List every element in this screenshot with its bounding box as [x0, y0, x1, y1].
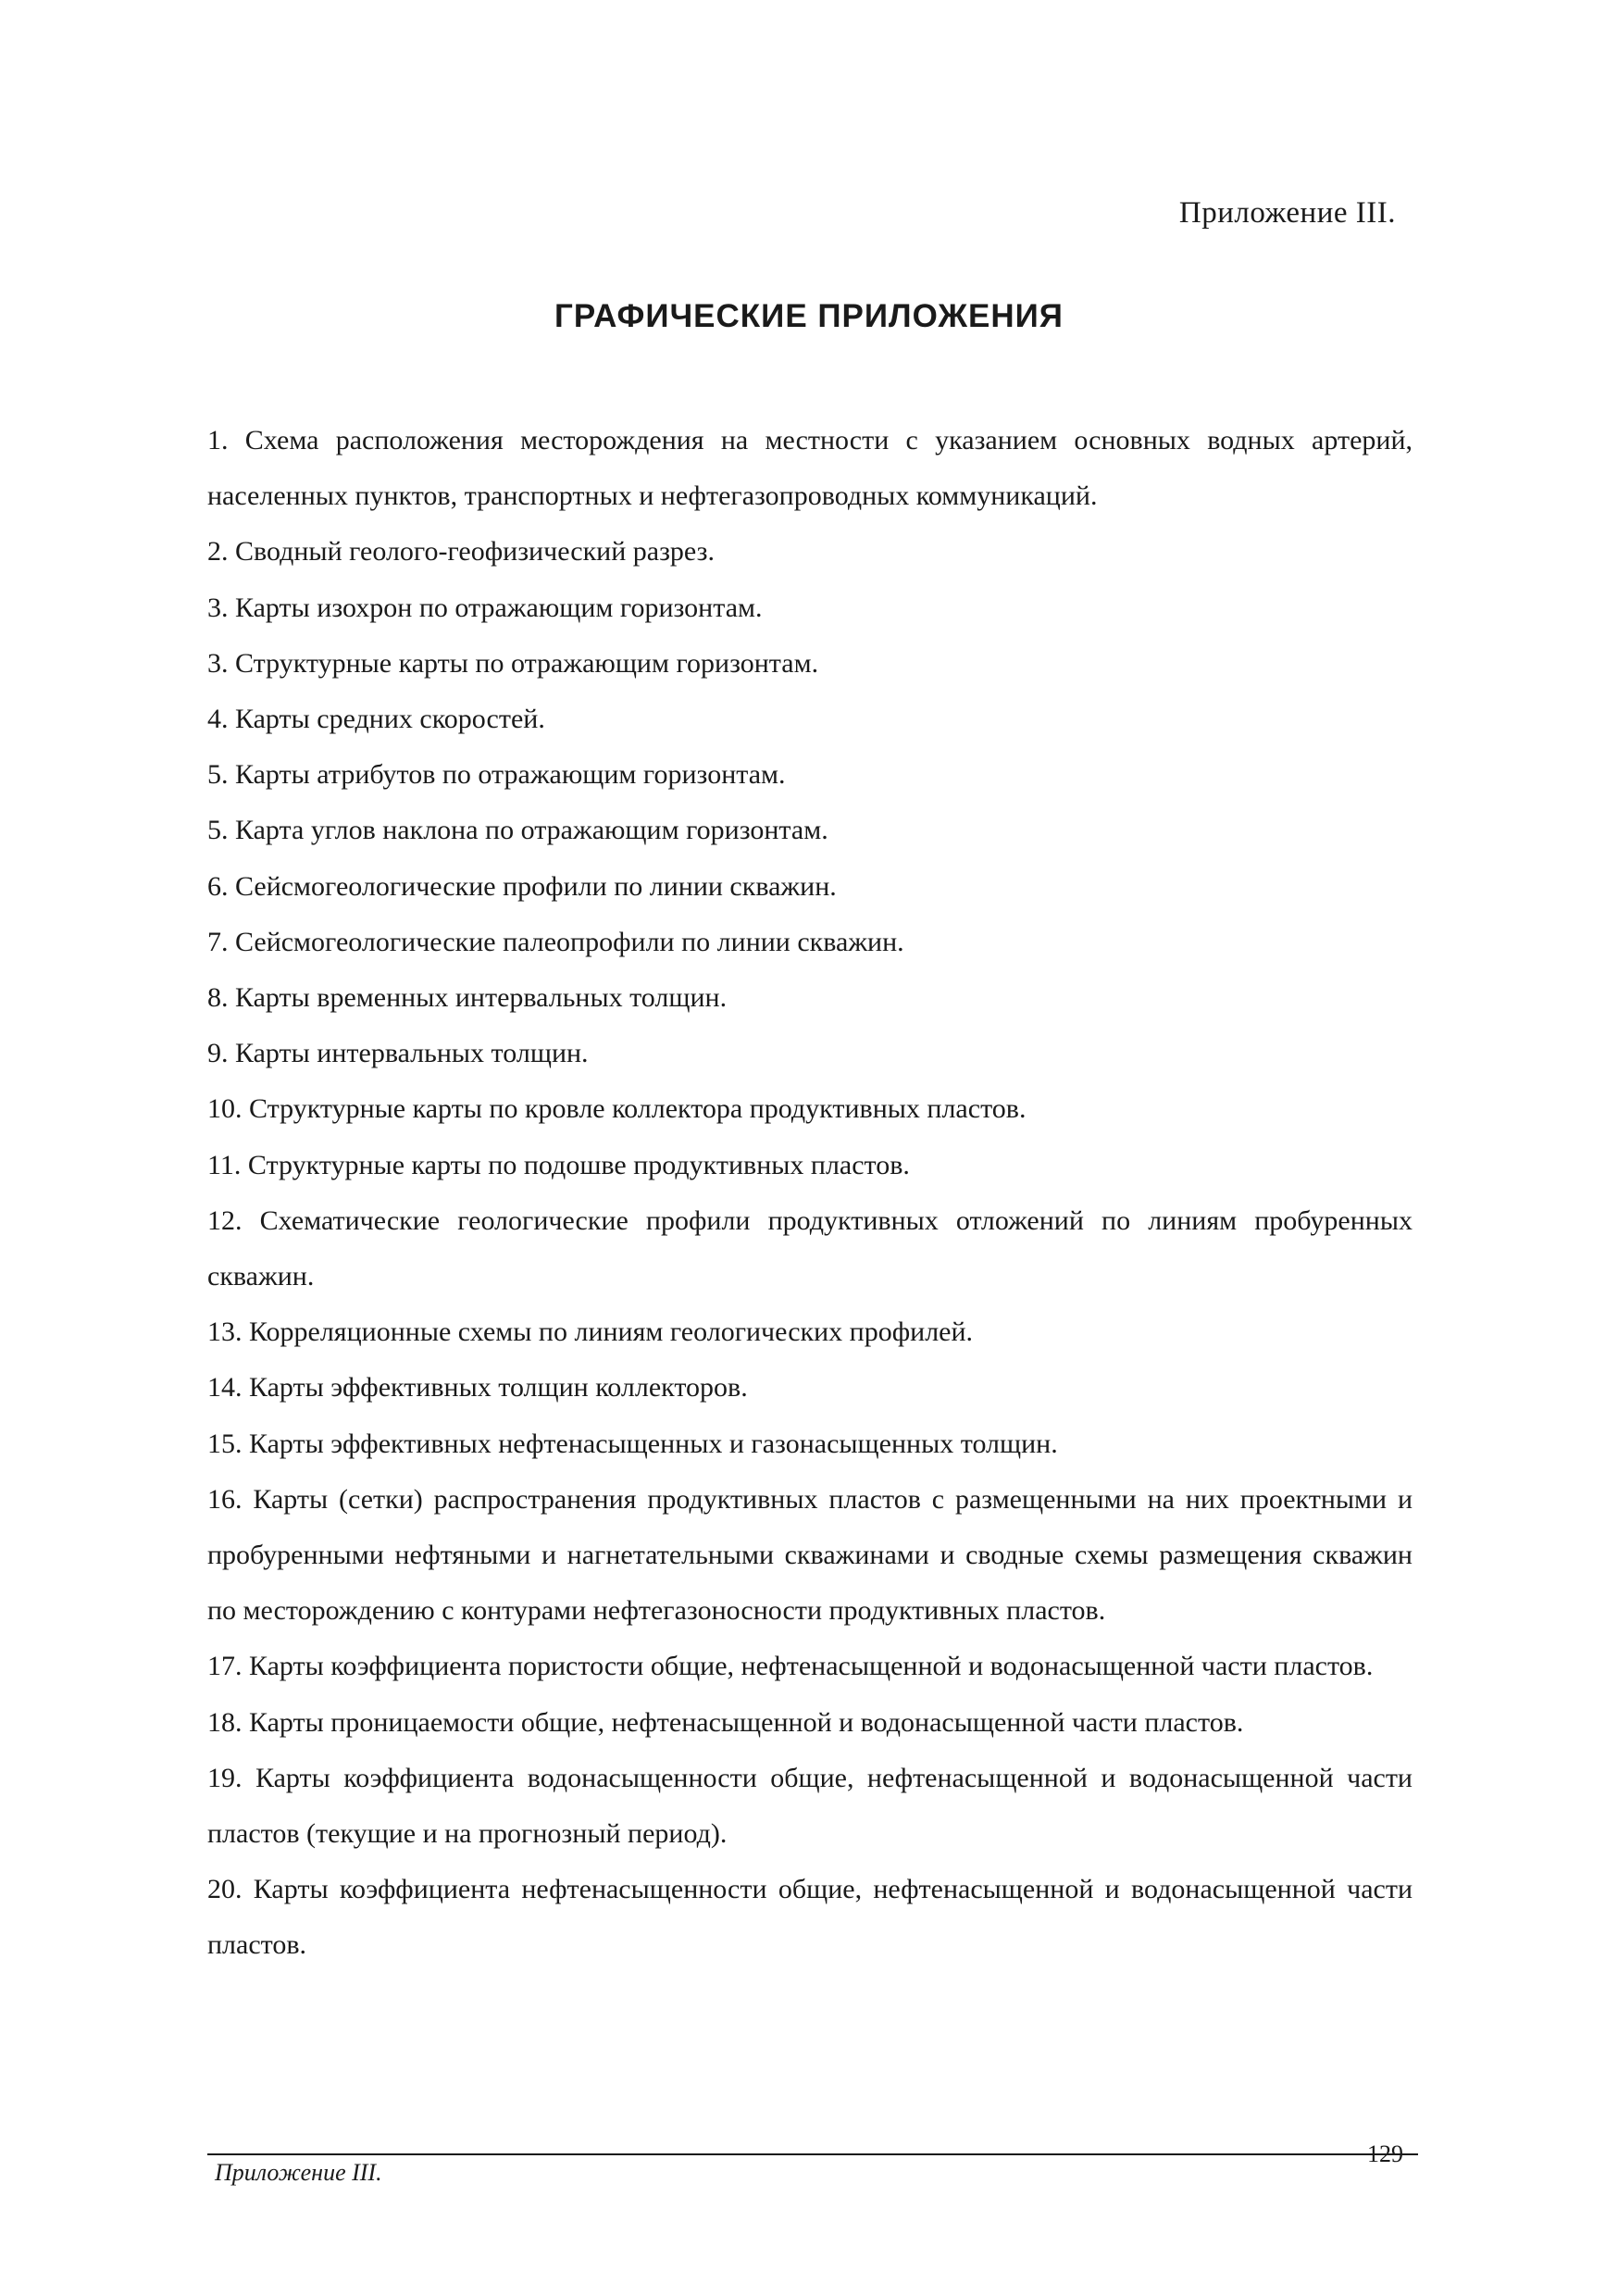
list-item: 18. Карты проницаемости общие, нефтенасыщенной и водонасыщенной части пластов. [207, 1706, 1244, 1738]
list-item: 4. Карты средних скоростей. [207, 704, 545, 735]
list-item: 3. Структурные карты по отражающим горизонтам. [207, 647, 819, 679]
list-item: 9. Карты интервальных толщин. [207, 1038, 589, 1069]
list-item: 8. Карты временных интервальных толщин. [207, 982, 728, 1014]
appendix-label: Приложение III. [1178, 196, 1396, 230]
list-item: 5. Карты атрибутов по отражающим горизонтам. [207, 759, 786, 791]
list-item: 14. Карты эффективных толщин коллекторов. [207, 1372, 748, 1404]
list-item: 3. Карты изохрон по отражающим горизонтам. [207, 592, 763, 623]
list-item: 1. Схема расположения месторождения на местности с указанием основных водных артерий, населенных пунктов, транспортных и нефтегазопроводных коммуникаций. [207, 425, 1413, 512]
list-item: 16. Карты (сетки) распространения продуктивных пластов с размещенными на них проектными и пробуренными нефтяными и нагнетательными скважинами и сводные схемы размещения скважин по месторождению с контурами нефтегазоносности продуктивных пластов. [207, 1483, 1413, 1627]
appendix-list [207, 413, 1413, 1974]
page-title: ГРАФИЧЕСКИЕ ПРИЛОЖЕНИЯ [554, 298, 1064, 334]
list-item: 17. Карты коэффициента пористости общие, нефтенасыщенной и водонасыщенной части пластов. [207, 1651, 1374, 1682]
list-item: 13. Корреляционные схемы по линиям геологических профилей. [207, 1316, 974, 1348]
list-item: 7. Сейсмогеологические палеопрофили по линии скважин. [207, 926, 904, 957]
footer-divider [207, 2153, 1418, 2155]
list-item: 6. Сейсмогеологические профили по линии скважин. [207, 870, 837, 902]
list-item: 11. Структурные карты по подошве продуктивных пластов. [207, 1149, 910, 1180]
list-item: 19. Карты коэффициента водонасыщенности общие, нефтенасыщенной и водонасыщенной части пластов (текущие и на прогнозный период). [207, 1762, 1413, 1850]
list-item: 2. Сводный геолого-геофизический разрез. [207, 536, 715, 568]
list-item: 5. Карта углов наклона по отражающим горизонтам. [207, 815, 828, 846]
list-item: 20. Карты коэффициента нефтенасыщенности общие, нефтенасыщенной и водонасыщенной части пластов. [207, 1874, 1413, 1961]
list-item: 15. Карты эффективных нефтенасыщенных и газонасыщенных толщин. [207, 1428, 1058, 1459]
list-item: 12. Схематические геологические профили продуктивных отложений по линиям пробуренных скважин. [207, 1204, 1413, 1292]
footer-label: Приложение III. [215, 2159, 382, 2186]
list-item: 10. Структурные карты по кровле коллектора продуктивных пластов. [207, 1093, 1027, 1125]
page-number: 129 [1367, 2140, 1403, 2167]
